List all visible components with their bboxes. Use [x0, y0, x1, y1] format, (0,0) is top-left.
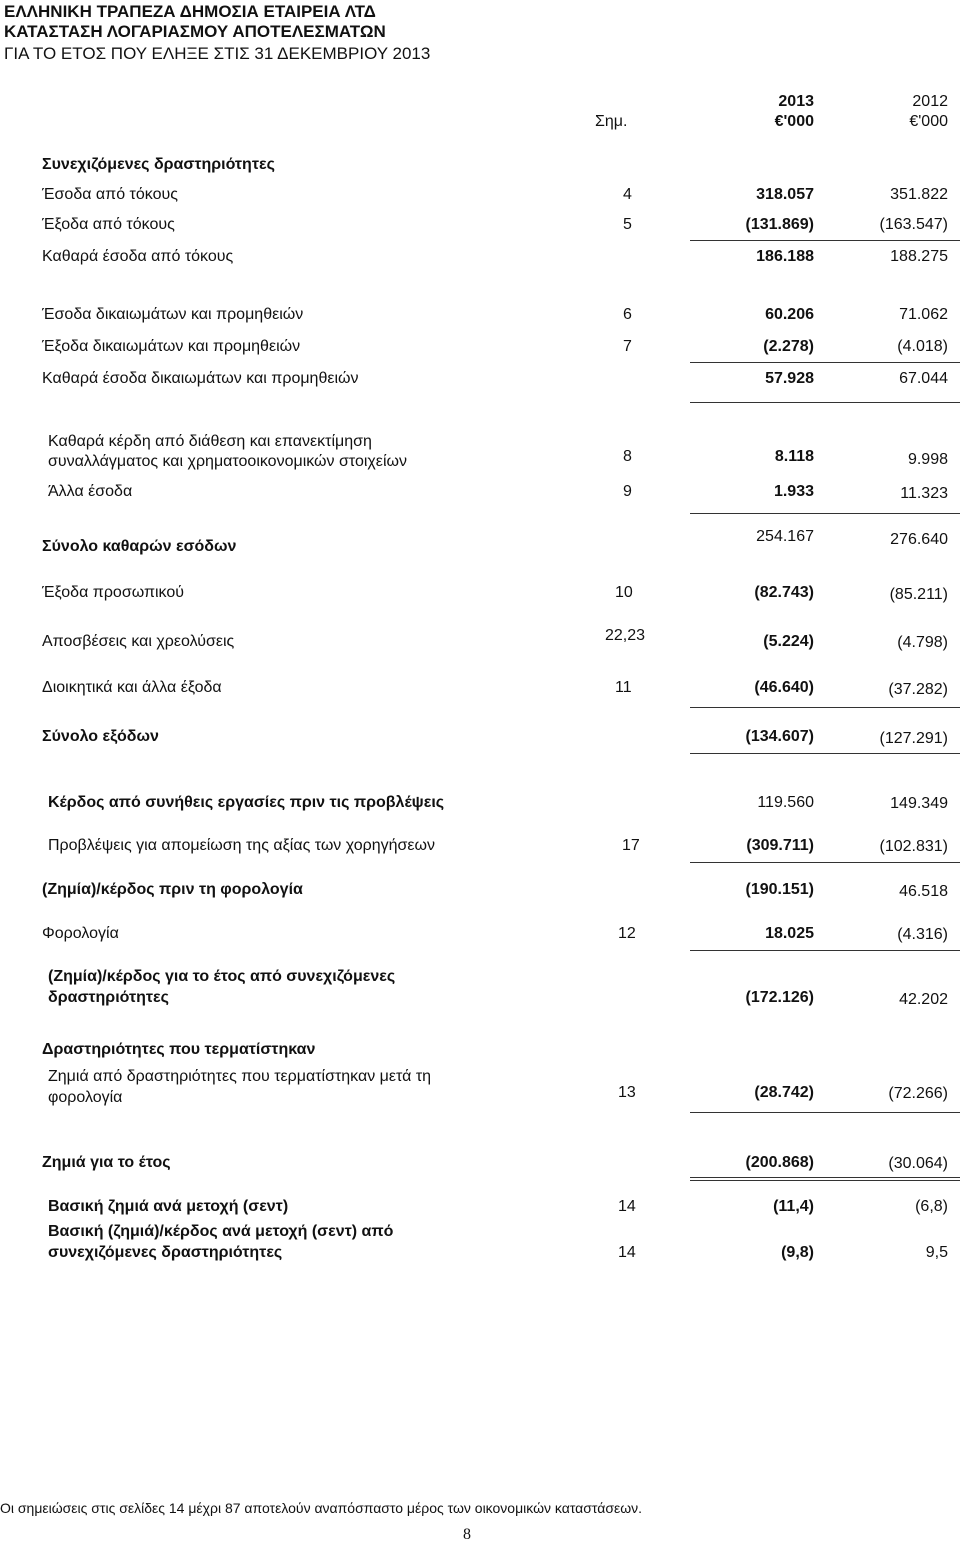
row-label-staff-costs: Έξοδα προσωπικού	[42, 584, 185, 601]
section-discontinued-operations: Δραστηριότητες που τερματίστηκαν	[42, 1041, 316, 1058]
row-2013-continuing-result: (172.126)	[745, 989, 814, 1006]
row-label-net-fee: Καθαρά έσοδα δικαιωμάτων και προμηθειών	[42, 370, 359, 387]
year-2013-unit: €'000	[774, 113, 814, 130]
row-note-admin-expenses: 11	[615, 679, 632, 696]
section-continuing-operations: Συνεχιζόμενες δραστηριότητες	[42, 156, 275, 173]
row-label-discontinued-line1: Ζημιά από δραστηριότητες που τερματίστηκαν μετά τη	[48, 1068, 432, 1085]
row-2013-loss-for-year: (200.868)	[745, 1154, 814, 1171]
row-note-interest-income: 4	[623, 186, 632, 203]
row-2012-interest-income: 351.822	[890, 186, 948, 203]
page-number: 8	[463, 1526, 471, 1543]
row-label-depreciation: Αποσβέσεις και χρεολύσεις	[42, 633, 235, 650]
period-title: ΓΙΑ ΤΟ ΕΤΟΣ ΠΟΥ ΕΛΗΞΕ ΣΤΙΣ 31 ΔΕΚΕΜΒΡΙΟΥ 2013	[4, 44, 431, 63]
row-note-fx-gains: 8	[623, 448, 632, 465]
row-2012-net-interest: 188.275	[890, 248, 948, 265]
row-2012-profit-before-tax: 46.518	[899, 883, 948, 900]
row-note-depreciation: 22,23	[605, 627, 646, 644]
subtotal-rule	[690, 950, 960, 951]
row-note-interest-expense: 5	[623, 216, 632, 233]
row-2012-staff-costs: (85.211)	[889, 586, 948, 603]
row-2012-admin-expenses: (37.282)	[888, 681, 948, 698]
row-2012-depreciation: (4.798)	[897, 634, 948, 651]
subtotal-rule	[690, 707, 960, 708]
row-2012-fee-expense: (4.018)	[897, 338, 948, 355]
row-label-profit-before-tax: (Ζημία)/κέρδος πριν τη φορολογία	[42, 881, 303, 898]
subtotal-rule	[690, 240, 960, 241]
bank-name: ΕΛΛΗΝΙΚΗ ΤΡΑΠΕΖΑ ΔΗΜΟΣΙΑ ΕΤΑΙΡΕΙΑ ΛΤΔ	[4, 2, 376, 21]
subtotal-rule	[690, 513, 960, 514]
footnote: Οι σημειώσεις στις σελίδες 14 μέχρι 87 αποτελούν αναπόσπαστο μέρος των οικονομικών καταστάσεων.	[0, 1500, 643, 1516]
row-label-discontinued-line2: φορολογία	[48, 1089, 123, 1106]
row-label-fx-gains-line1: Καθαρά κέρδη από διάθεση και επανεκτίμηση	[48, 433, 372, 450]
row-2012-continuing-result: 42.202	[899, 991, 948, 1008]
row-label-net-interest: Καθαρά έσοδα από τόκους	[42, 248, 234, 265]
subtotal-rule	[690, 402, 960, 403]
row-2012-loss-for-year: (30.064)	[888, 1155, 948, 1172]
subtotal-rule	[690, 1112, 960, 1113]
year-2012-header: 2012	[912, 93, 948, 110]
subtotal-rule	[690, 753, 960, 754]
row-note-provisions: 17	[622, 837, 640, 854]
row-label-fee-expense: Έξοδα δικαιωμάτων και προμηθειών	[42, 338, 301, 355]
row-note-staff-costs: 10	[615, 584, 633, 601]
row-note-other-income: 9	[623, 483, 632, 500]
total-rule	[690, 1177, 960, 1178]
row-2012-provisions: (102.831)	[879, 838, 948, 855]
row-note-tax: 12	[618, 925, 636, 942]
row-label-eps-continuing-line2: συνεχιζόμενες δραστηριότητες	[48, 1244, 283, 1261]
row-2013-depreciation: (5.224)	[763, 633, 814, 650]
row-label-loss-for-year: Ζημιά για το έτος	[42, 1154, 171, 1171]
row-label-other-income: Άλλα έσοδα	[48, 483, 133, 500]
year-2012-unit: €'000	[909, 113, 948, 130]
subtotal-rule	[690, 862, 960, 863]
row-2013-total-income: 254.167	[756, 528, 814, 545]
row-label-fx-gains-line2: συναλλάγματος και χρηματοοικονομικών στοιχείων	[48, 453, 407, 470]
row-2013-staff-costs: (82.743)	[754, 584, 814, 601]
row-note-eps-continuing: 14	[618, 1244, 636, 1261]
row-2012-interest-expense: (163.547)	[879, 216, 948, 233]
row-2012-total-expenses: (127.291)	[879, 730, 948, 747]
row-2013-profit-before-provisions: 119.560	[757, 794, 814, 811]
row-2013-admin-expenses: (46.640)	[754, 679, 814, 696]
total-rule-double	[690, 1180, 960, 1181]
row-2013-discontinued: (28.742)	[754, 1084, 814, 1101]
row-label-continuing-result-line2: δραστηριότητες	[48, 989, 169, 1006]
note-column-header: Σημ.	[595, 113, 628, 130]
row-label-continuing-result-line1: (Ζημία)/κέρδος για το έτος από συνεχιζόμενες	[48, 968, 396, 985]
row-2013-other-income: 1.933	[773, 483, 814, 500]
row-2013-total-expenses: (134.607)	[745, 728, 814, 745]
row-2013-fee-income: 60.206	[765, 306, 814, 323]
row-label-admin-expenses: Διοικητικά και άλλα έξοδα	[42, 679, 222, 696]
row-2013-profit-before-tax: (190.151)	[745, 881, 814, 898]
row-2012-other-income: 11.323	[900, 485, 948, 502]
row-2013-eps-continuing: (9,8)	[781, 1244, 814, 1261]
row-2013-eps-basic: (11,4)	[773, 1198, 814, 1215]
row-label-tax: Φορολογία	[42, 925, 119, 942]
row-label-provisions: Προβλέψεις για απομείωση της αξίας των χορηγήσεων	[48, 837, 436, 854]
row-2012-discontinued: (72.266)	[888, 1085, 948, 1102]
subtotal-rule	[690, 362, 960, 363]
row-label-total-income: Σύνολο καθαρών εσόδων	[42, 538, 237, 555]
row-note-discontinued: 13	[618, 1084, 636, 1101]
statement-title: ΚΑΤΑΣΤΑΣΗ ΛΟΓΑΡΙΑΣΜΟΥ ΑΠΟΤΕΛΕΣΜΑΤΩΝ	[4, 22, 386, 41]
row-2013-tax: 18.025	[765, 925, 814, 942]
row-label-interest-income: Έσοδα από τόκους	[42, 186, 178, 203]
row-2013-interest-expense: (131.869)	[745, 216, 814, 233]
row-2013-provisions: (309.711)	[746, 837, 814, 854]
row-2012-fx-gains: 9.998	[907, 451, 948, 468]
row-2012-fee-income: 71.062	[899, 306, 948, 323]
row-note-eps-basic: 14	[618, 1198, 636, 1215]
row-2013-net-interest: 186.188	[756, 248, 814, 265]
row-2012-net-fee: 67.044	[899, 370, 948, 387]
row-label-eps-continuing-line1: Βασική (ζημιά)/κέρδος ανά μετοχή (σεντ) από	[48, 1223, 394, 1240]
row-2013-net-fee: 57.928	[765, 370, 814, 387]
row-2012-eps-continuing: 9,5	[925, 1244, 948, 1261]
row-label-eps-basic: Βασική ζημιά ανά μετοχή (σεντ)	[48, 1198, 289, 1215]
row-label-interest-expense: Έξοδα από τόκους	[42, 216, 175, 233]
row-note-fee-expense: 7	[623, 338, 632, 355]
row-label-profit-before-provisions: Κέρδος από συνήθεις εργασίες πριν τις προβλέψεις	[48, 794, 445, 811]
row-label-total-expenses: Σύνολο εξόδων	[42, 728, 159, 745]
row-2013-fee-expense: (2.278)	[763, 338, 814, 355]
row-2012-eps-basic: (6,8)	[915, 1198, 948, 1215]
row-2013-interest-income: 318.057	[756, 186, 814, 203]
row-2012-total-income: 276.640	[890, 531, 948, 548]
row-note-fee-income: 6	[623, 306, 632, 323]
row-label-fee-income: Έσοδα δικαιωμάτων και προμηθειών	[42, 306, 304, 323]
row-2013-fx-gains: 8.118	[774, 448, 814, 465]
row-2012-profit-before-provisions: 149.349	[890, 795, 948, 812]
year-2013-header: 2013	[778, 93, 814, 110]
row-2012-tax: (4.316)	[897, 926, 948, 943]
